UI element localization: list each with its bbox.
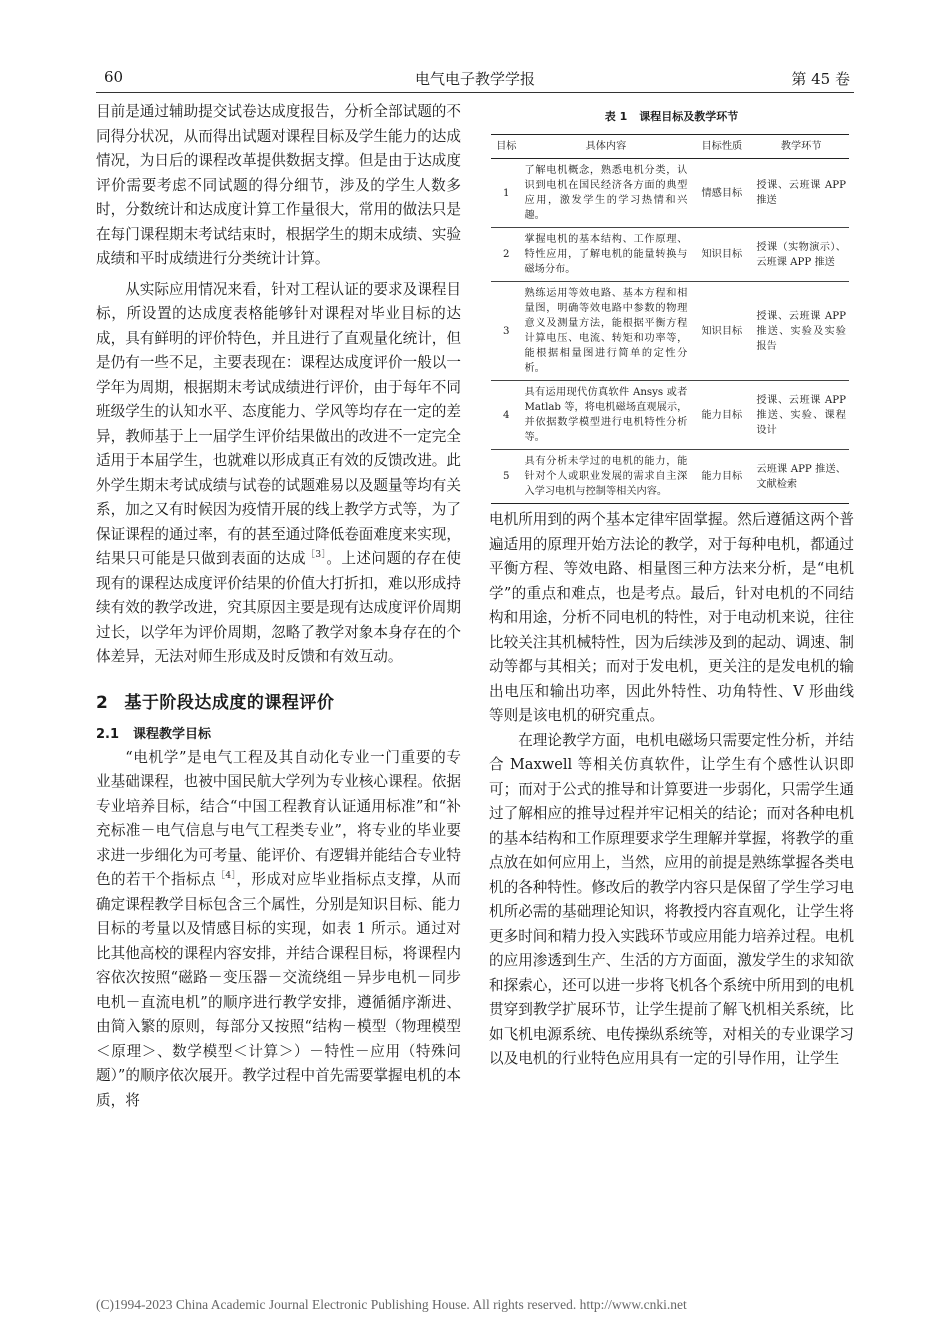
left-paragraph-2 <box>96 278 461 670</box>
section-title: 基于阶段达成度的课程评价 <box>124 692 335 713</box>
left-paragraph-2-text-a: 从实际应用情况来看，针对工程认证的要求及课程目标，所设置的达成度表格能够针对课程对毕业目标的达成，具有鲜明的评价特色，并且进行了直观量化统计，但是仍有一些不足，主要表现在：课程达成度评价一般以一学年为周期，根据期末考试成绩进行评价，由于每年不同班级学生的认知水平、态度能力、学风等均存在一定的差异，教师基于上一届学生评价结果做出的改进不一定完全适用于本届学生，也就难以形成真正有效的反馈改进。此外学生期末考试成绩与试卷的试题难易以及题量等均有关系，加之又有时候因为疫情开展的线上教学方式等，为了保证课程的通过率，有的甚至通过降低卷面难度来实现，结果只可能是只做到表面的达成 <box>96 280 461 567</box>
table-row <box>491 450 849 504</box>
table-row <box>491 159 849 228</box>
row-number: 5 <box>491 450 522 504</box>
table-row <box>491 228 849 282</box>
header-goal: 目标 <box>491 135 522 159</box>
row-nature: 情感目标 <box>690 159 753 228</box>
right-paragraph-2: 在理论教学方面，电机电磁场只需要定性分析，并结合 Maxwell 等相关仿真软件，让学生有个感性认识即可；而对于公式的推导和计算要进一步弱化，只需学生通过了解相应的推导过程并牢记相关的结论；而对各种电机的基本结构和工作原理要求学生理解并掌握，将教学的重点放在如何应用上，当然，应用的前提是熟练掌握各类电机的各种特性。修改后的教学内容只是保留了学生学习电机所必需的基础理论知识，将教授内容直观化，让学生将更多时间和精力投入实践环节或应用能力培养过程。电机的应用渗透到生产、生活的方方面面，激发学生的求知欲和探索心，还可以进一步将飞机各个系统中所用到的电机贯穿到教学扩展环节，让学生提前了解飞机相关系统，比如飞机电源系统、电传操纵系统等，对相关的专业课学习以及电机的行业特色应用具有一定的引导作用，让学生 <box>489 731 854 1067</box>
left-paragraph-2-text-b: 。上述问题的存在使现有的课程达成度评价结果的价值大打折扣，难以形成持续有效的教学改进，究其原因主要是现有达成度评价周期过长，以学年为评价周期，忽略了教学对象本身存在的个体差异，无法对师生形成及时反馈和有效互动。 <box>96 550 461 665</box>
table-title: 课程目标及教学环节 <box>639 110 739 123</box>
row-number: 3 <box>491 282 522 381</box>
row-nature: 知识目标 <box>690 228 753 282</box>
left-paragraph-3 <box>96 746 461 1114</box>
table-label: 表 1 <box>604 110 628 123</box>
row-teaching-link: 云班课 APP 推送、文献检索 <box>753 450 849 504</box>
page-number: 60 <box>104 68 124 86</box>
row-content: 具有运用现代仿真软件 Ansys 或者 Matlab 等，将电机磁场直观展示，并依据数学模型进行电机特性分析等。 <box>522 381 691 450</box>
row-content: 具有分析未学过的电机的能力，能针对个人或职业发展的需求自主深入学习电机与控制等相关内容。 <box>522 450 691 504</box>
row-nature: 知识目标 <box>690 282 753 381</box>
row-teaching-link: 授课、云班课 APP 推送 <box>753 159 849 228</box>
header-content: 具体内容 <box>522 135 691 159</box>
subsection-heading <box>96 723 461 742</box>
table-caption <box>489 108 854 124</box>
row-teaching-link: 授课、云班课 APP 推送、实验、课程设计 <box>753 381 849 450</box>
right-column <box>489 100 854 1072</box>
citation-3[interactable]: ［3］ <box>305 550 327 561</box>
objectives-table <box>491 134 849 504</box>
row-content: 了解电机概念，熟悉电机分类，认识到电机在国民经济各方面的典型应用，激发学生的学习热情和兴趣。 <box>522 159 691 228</box>
row-nature: 能力目标 <box>690 381 753 450</box>
subsection-number: 2.1 <box>96 726 120 742</box>
header-nature: 目标性质 <box>690 135 753 159</box>
row-number: 1 <box>491 159 522 228</box>
citation-4[interactable]: ［4］ <box>215 871 237 882</box>
section-heading <box>96 688 461 713</box>
row-nature: 能力目标 <box>690 450 753 504</box>
row-teaching-link: 授课、云班课 APP 推送、实验及实验报告 <box>753 282 849 381</box>
right-paragraph-1: 电机所用到的两个基本定律牢固掌握。然后遵循这两个普遍适用的原理开始方法论的教学，对于每种电机，都通过平衡方程、等效电路、相量图三种方法来分析，是“电机学”的重点和难点，也是考点。最后，针对电机的不同结构和用途，分析不同电机的特性，对于电动机来说，往往比较关注其机械特性，因为后续涉及到的起动、调速、制动等都与其相关；而对于发电机，更关注的是发电机的输出电压和输出功率，因此外特性、功角特性、V 形曲线等则是该电机的研究重点。 <box>489 511 854 724</box>
left-paragraph-3-text-a: “电机学”是电气工程及其自动化专业一门重要的专业基础课程，也被中国民航大学列为专业核心课程。依据专业培养目标，结合“中国工程教育认证通用标准”和“补充标准－电气信息与电气工程类专业”，将专业的毕业要求进一步细化为可考量、能评价、有逻辑并能结合专业特色的若干个指标点 <box>96 748 461 888</box>
row-content: 掌握电机的基本结构、工作原理、特性应用，了解电机的能量转换与磁场分布。 <box>522 228 691 282</box>
copyright-footer: (C)1994-2023 China Academic Journal Electronic Publishing House. All rights reserved. http://www.cnki.net <box>96 1297 687 1312</box>
row-number: 2 <box>491 228 522 282</box>
subsection-title: 课程教学目标 <box>133 726 212 742</box>
journal-title: 电气电子教学学报 <box>414 70 535 88</box>
page-header <box>96 62 854 93</box>
row-teaching-link: 授课（实物演示）、云班课 APP 推送 <box>753 228 849 282</box>
header-teaching-link: 教学环节 <box>753 135 849 159</box>
left-paragraph-1: 目前是通过辅助提交试卷达成度报告，分析全部试题的不同得分状况，从而得出试题对课程目标及学生能力的达成情况，为日后的课程改革提供数据支撑。但是由于达成度评价需要考虑不同试题的得分细节，涉及的学生人数多时，分数统计和达成度计算工作量很大，常用的做法只是在每门课程期末考试结束时，根据学生的期末成绩、实验成绩和平时成绩进行分类统计计算。 <box>96 103 461 267</box>
table-row <box>491 282 849 381</box>
table-row <box>491 381 849 450</box>
row-number: 4 <box>491 381 522 450</box>
row-content: 熟练运用等效电路、基本方程和相量图，明确等效电路中参数的物理意义及测量方法，能根据平衡方程计算电压、电流、转矩和功率等，能根据相量图进行简单的定性分析。 <box>522 282 691 381</box>
table-header-row <box>491 135 849 159</box>
volume-label: 第 45 卷 <box>791 70 850 88</box>
left-paragraph-3-text-b: ，形成对应毕业指标点支撑，从而确定课程教学目标包含三个属性，分别是知识目标、能力目标的考量以及情感目标的实现，如表 1 所示。通过对比其他高校的课程内容安排，并结合课程目标，将课程内容依次按照“磁路－变压器－交流绕组－异步电机－同步电机－直流电机”的顺序进行教学安排，遵循循序渐进、由简入繁的原则，每部分又按照“结构－模型（物理模型＜原理＞、数学模型＜计算＞）－特性－应用（特殊问题）”的顺序依次展开。教学过程中首先需要掌握电机的本质，将 <box>96 871 462 1109</box>
section-number: 2 <box>96 692 109 713</box>
left-column <box>96 100 461 1113</box>
